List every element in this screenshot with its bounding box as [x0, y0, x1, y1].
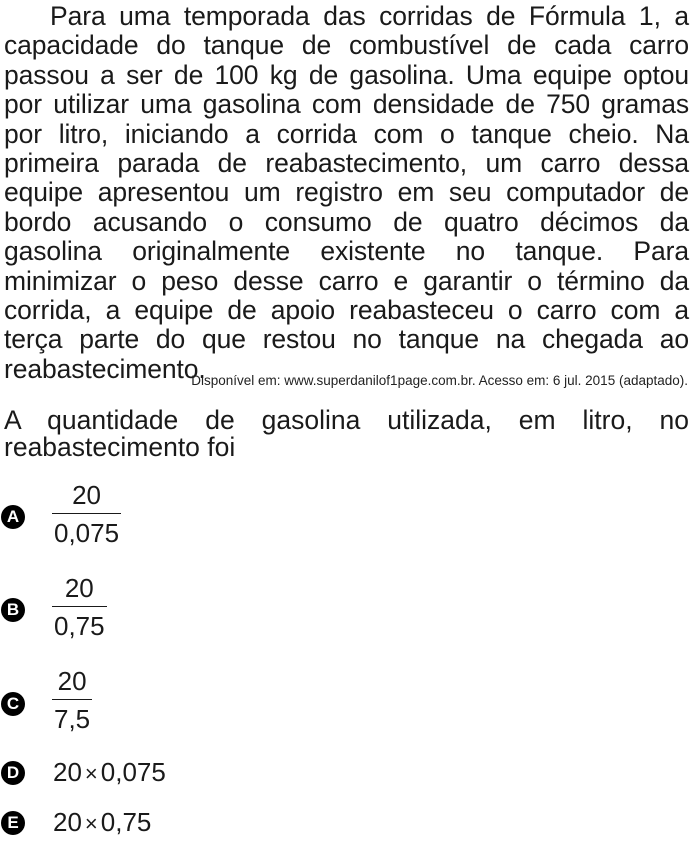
- option-b-numerator: 20: [64, 573, 94, 603]
- fraction-bar: [52, 699, 92, 700]
- multiply-sign: ×: [84, 761, 98, 786]
- option-a-fraction: [52, 479, 121, 549]
- source-citation: Disponível em: www.superdanilof1page.com.br. Acesso em: 6 jul. 2015 (adaptado).: [191, 373, 688, 388]
- option-e-expression: [53, 806, 151, 840]
- multiply-sign: ×: [84, 811, 98, 836]
- option-c-fraction: [52, 665, 92, 735]
- option-d-badge[interactable]: D: [1, 761, 25, 785]
- passage-text: Para uma temporada das corridas de Fórmula 1, a capacidade do tanque de combustível de cada carro passou a ser de 100 kg de gasolina. Uma equipe optou por utilizar uma gasolina com densidade de 750 gramas por litro, iniciando a corrida com o tanque cheio. Na primeira parada de reabastecimento, um carro dessa equipe apresentou um registro em seu computador de bordo acusando o consumo de quatro décimos da gasolina originalmente existente no tanque. Para minimizar o peso desse carro e garantir o término da corrida, a equipe de apoio reabasteceu o carro com a terça parte do que restou no tanque na chegada ao reabastecimento.: [4, 1, 689, 384]
- option-e-badge[interactable]: E: [1, 811, 25, 835]
- fraction-bar: [52, 606, 107, 607]
- option-a-denominator: 0,075: [54, 518, 120, 548]
- option-b-badge[interactable]: B: [1, 598, 25, 622]
- question-stem: A quantidade de gasolina utilizada, em litro, no reabastecimento foi: [4, 405, 689, 462]
- option-d-right: 0,075: [100, 757, 166, 787]
- option-c-numerator: 20: [57, 666, 87, 696]
- option-c-denominator: 7,5: [54, 704, 91, 734]
- option-e-left: 20: [53, 807, 82, 837]
- option-d-expression: [53, 756, 166, 790]
- fraction-bar: [52, 513, 121, 514]
- option-d-left: 20: [53, 757, 82, 787]
- option-a-badge[interactable]: A: [1, 505, 25, 529]
- option-c-badge[interactable]: C: [1, 692, 25, 716]
- option-b-denominator: 0,75: [54, 611, 105, 641]
- option-b-fraction: [52, 572, 107, 642]
- option-a-numerator: 20: [72, 480, 101, 510]
- option-e-right: 0,75: [100, 807, 152, 837]
